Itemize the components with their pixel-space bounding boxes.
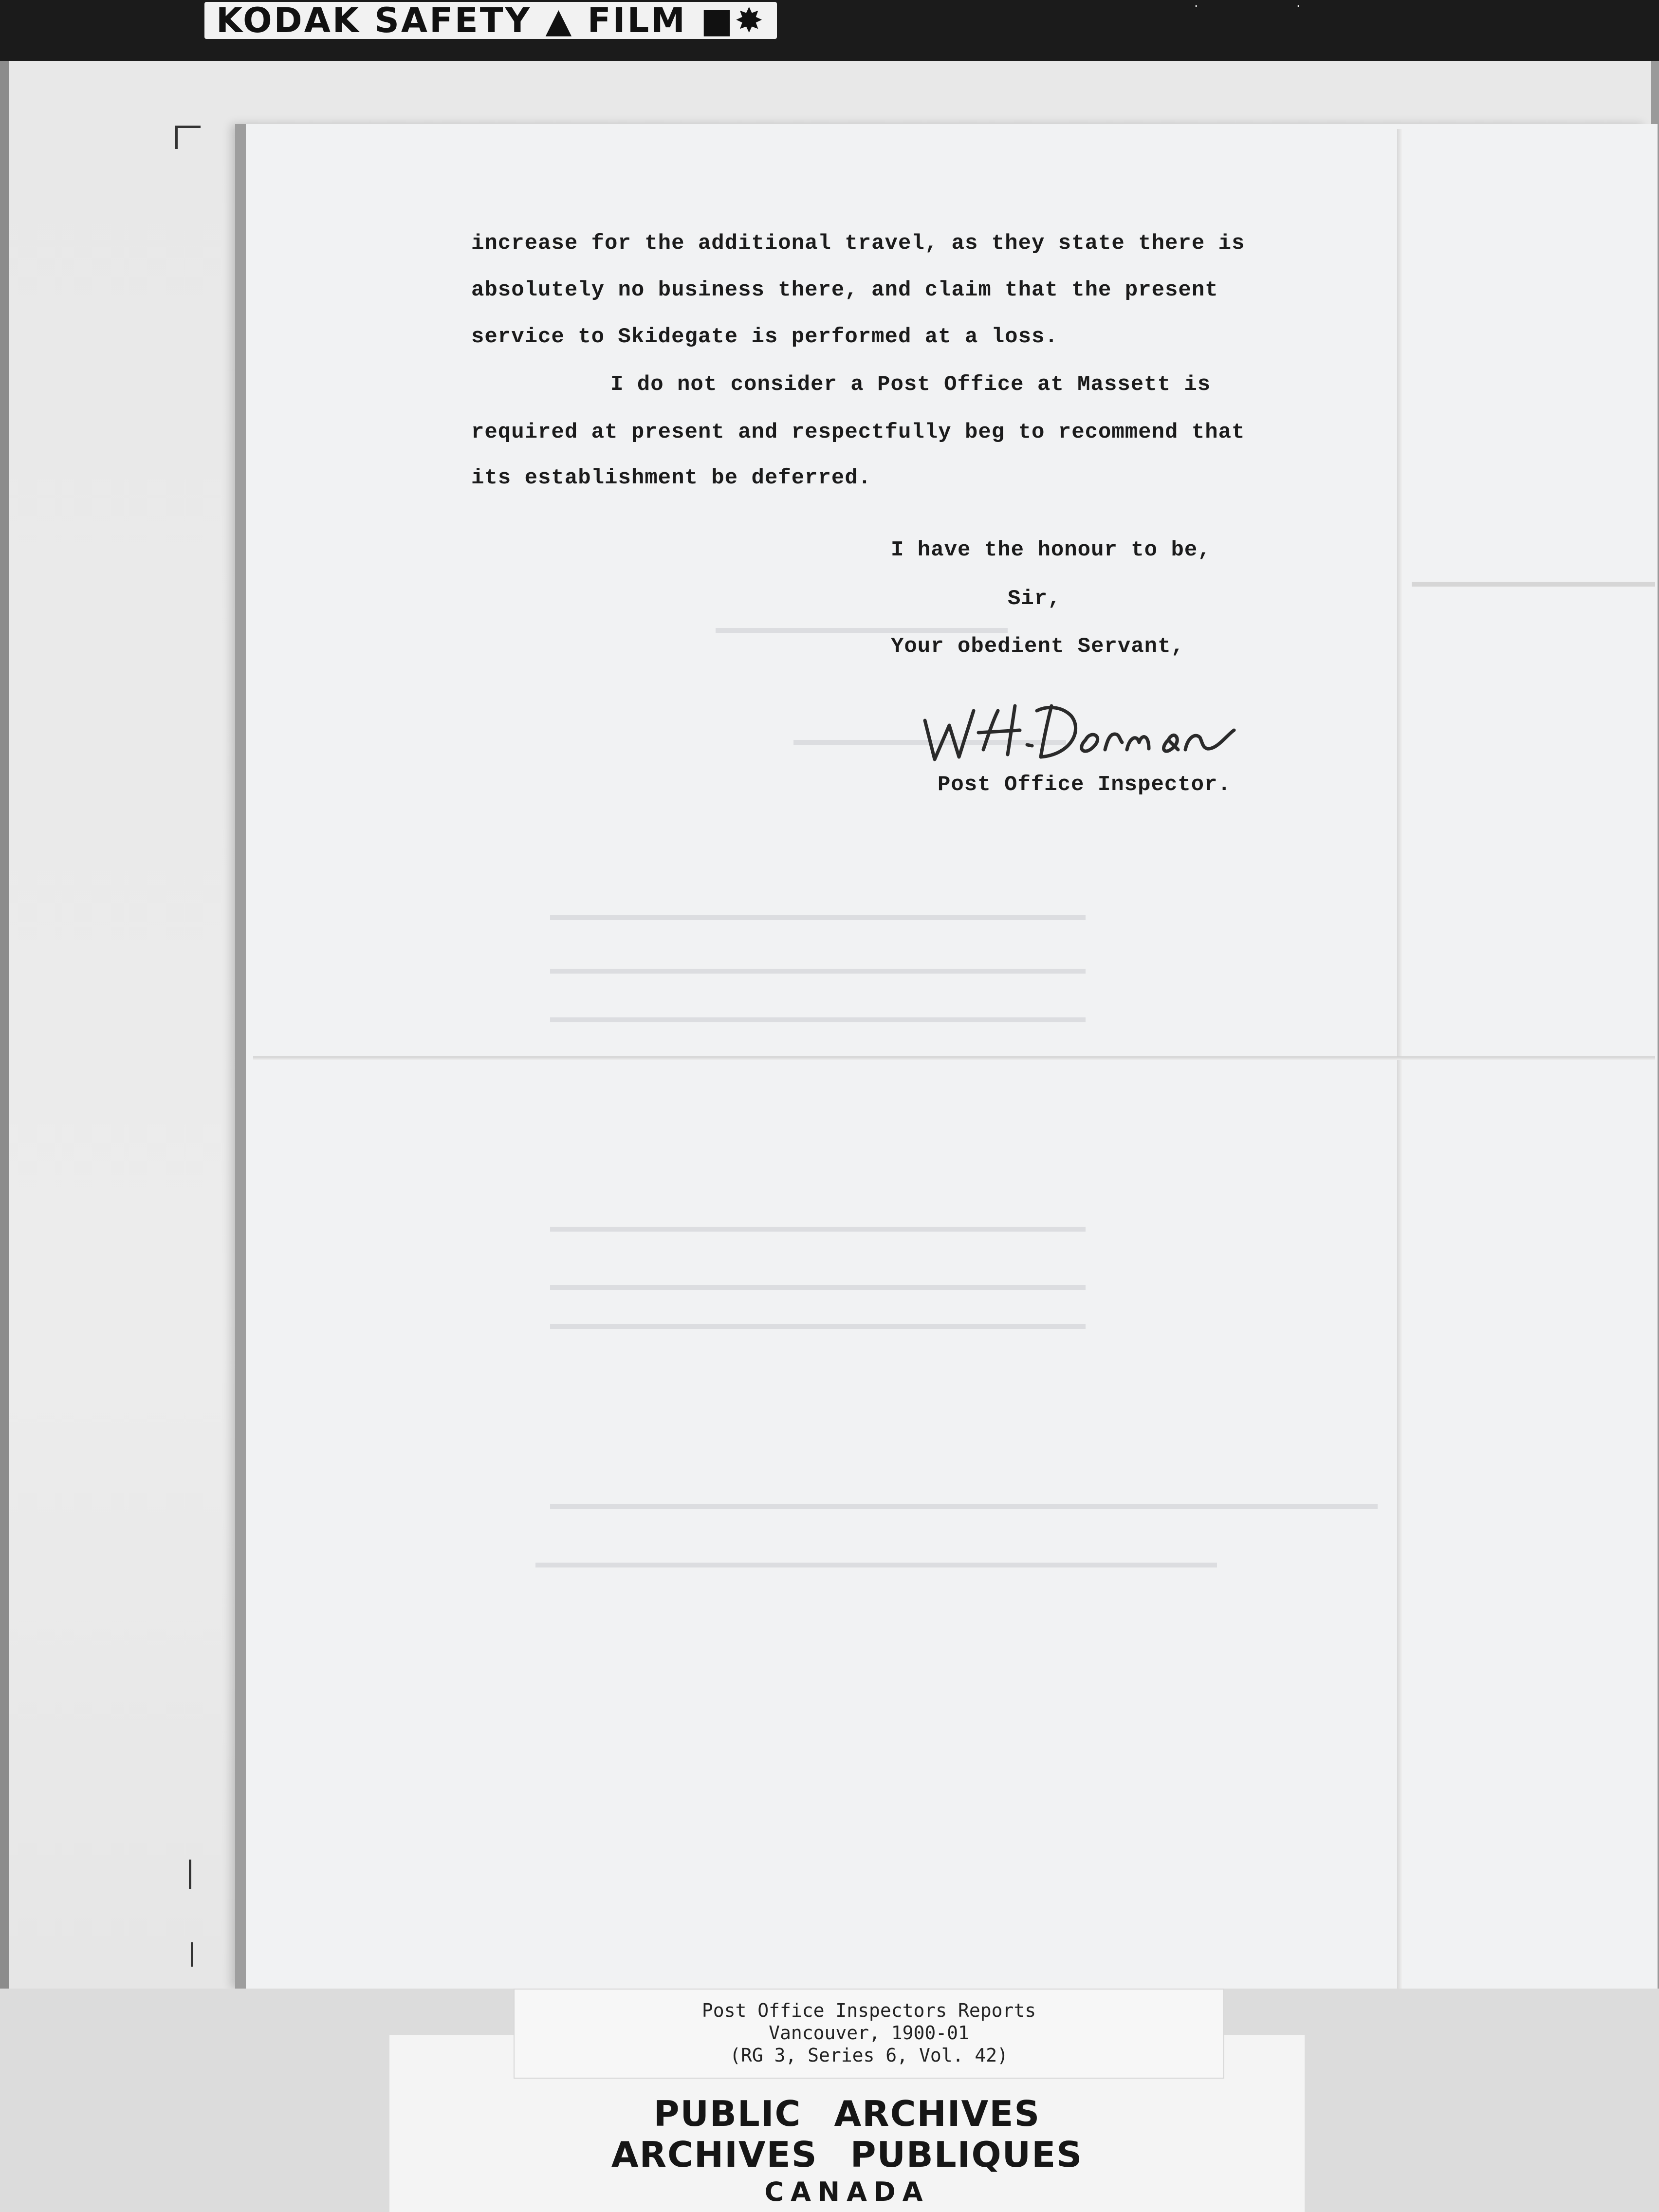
reference-label <box>514 1989 1224 2079</box>
film-edge-mark: · <box>1193 0 1200 13</box>
letter-line: required at present and respectfully beg to recommend that <box>471 420 1245 444</box>
show-through-mark <box>550 969 1086 974</box>
show-through-mark <box>550 1227 1086 1232</box>
closing-honour: I have the honour to be, <box>891 538 1211 562</box>
show-through-mark <box>550 915 1086 920</box>
film-brand-label: KODAK SAFETY ▲ FILM ■✸ <box>204 2 777 39</box>
show-through-mark <box>716 628 1008 633</box>
archive-name-french: ARCHIVES PUBLIQUES <box>611 2134 1083 2175</box>
film-edge-mark: · <box>1295 0 1302 13</box>
show-through-mark <box>550 1017 1086 1022</box>
reference-location-dates: Vancouver, 1900-01 <box>769 2022 969 2044</box>
letter-line: absolutely no business there, and claim that the present <box>471 278 1218 302</box>
archive-country: CANADA <box>764 2176 930 2207</box>
letter-line: its establishment be deferred. <box>471 466 872 490</box>
signer-title: Post Office Inspector. <box>938 773 1231 797</box>
archive-stamp <box>389 2093 1305 2209</box>
letter-line: service to Skidegate is performed at a loss. <box>471 325 1058 349</box>
paper-fold-horizontal <box>253 1056 1655 1060</box>
show-through-mark <box>550 1324 1086 1329</box>
archive-name-english: PUBLIC ARCHIVES <box>653 2093 1041 2134</box>
show-through-mark <box>550 1504 1378 1509</box>
paper-fold-tab <box>1412 582 1655 587</box>
show-through-mark <box>550 1285 1086 1290</box>
letter-line: I do not consider a Post Office at Massett is <box>610 372 1211 397</box>
crop-mark <box>191 1942 193 1967</box>
closing-salutation: Sir, <box>1008 587 1061 611</box>
reference-volume: (RG 3, Series 6, Vol. 42) <box>730 2045 1008 2066</box>
closing-servant: Your obedient Servant, <box>891 634 1184 659</box>
crop-mark <box>175 126 201 128</box>
handwritten-signature <box>915 677 1256 774</box>
letter-line: increase for the additional travel, as they state there is <box>471 231 1245 256</box>
crop-mark <box>175 126 178 149</box>
crop-mark <box>189 1860 191 1889</box>
scan-left-border <box>0 61 9 2212</box>
show-through-mark <box>535 1563 1217 1567</box>
film-edge-strip <box>0 0 1659 61</box>
reference-series-title: Post Office Inspectors Reports <box>701 2000 1036 2021</box>
